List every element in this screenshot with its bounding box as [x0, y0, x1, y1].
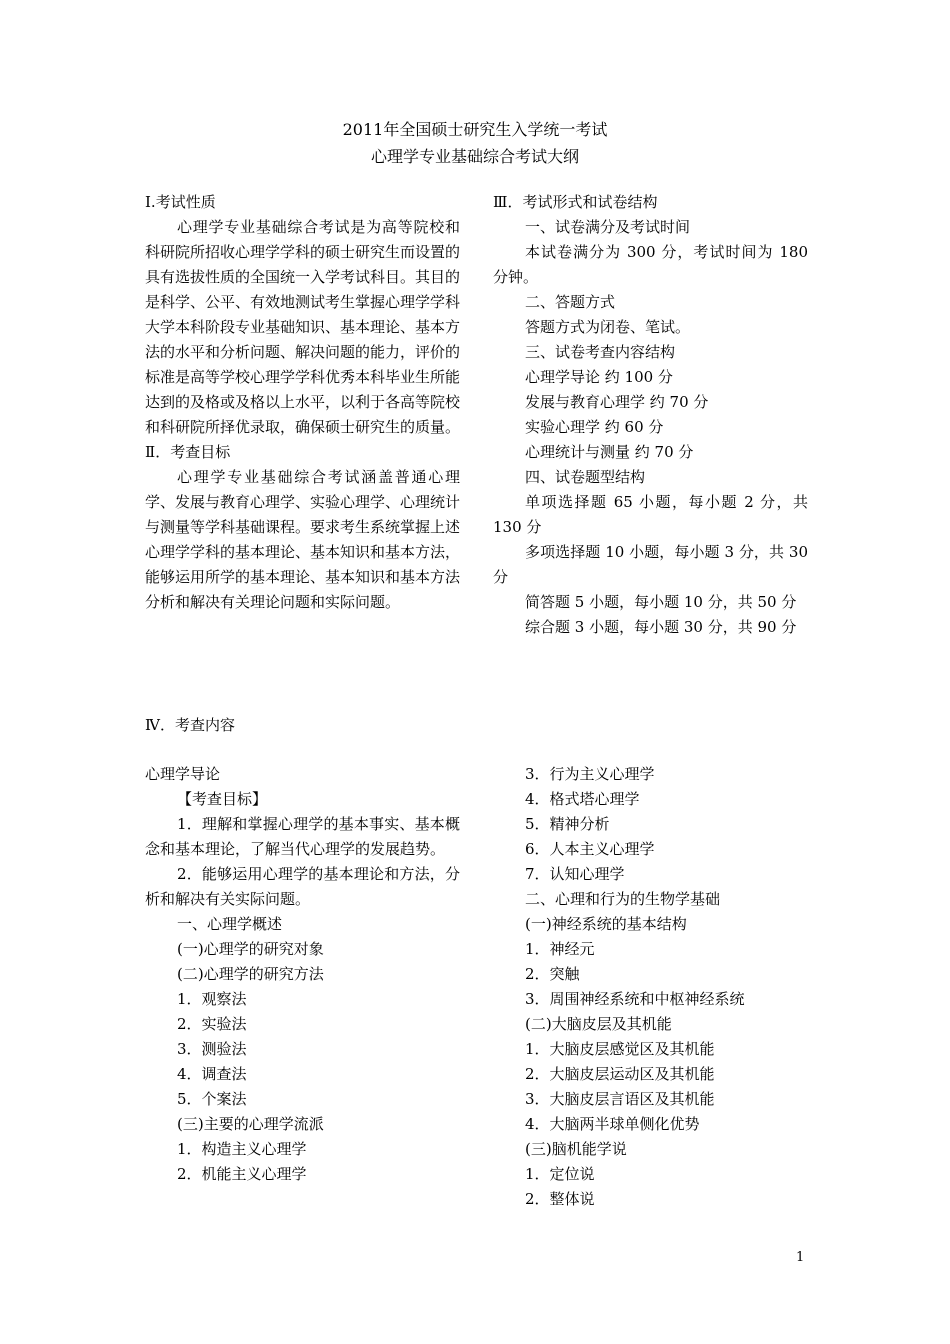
paragraph: Ⅱ．考查目标 [145, 443, 231, 461]
paragraph: 3．测验法 [177, 1040, 247, 1058]
paragraph: 四、试卷题型结构 [525, 468, 646, 486]
paragraph: 三、试卷考查内容结构 [525, 343, 676, 361]
paragraph: 3．大脑皮层言语区及其机能 [525, 1090, 715, 1108]
section-exam-nature-and-goals [145, 190, 460, 615]
paragraph: Ⅲ．考试形式和试卷结构 [493, 193, 658, 211]
paragraph: 二、答题方式 [525, 293, 616, 311]
document-subtitle: 心理学专业基础综合考试大纲 [370, 147, 579, 166]
paragraph: 1．观察法 [177, 990, 247, 1008]
paragraph: 实验心理学 约 60 分 [525, 418, 664, 436]
paragraph: (二)心理学的研究方法 [177, 965, 324, 983]
section-exam-format [493, 190, 808, 640]
paragraph: 多项选择题 10 小题，每小题 3 分，共 30 分 [493, 543, 808, 586]
paragraph: 一、心理学概述 [177, 915, 283, 933]
paragraph: 2．实验法 [177, 1015, 247, 1033]
paragraph: 心理学专业基础综合考试是为高等院校和科研院所招收心理学学科的硕士研究生而设置的具有选拔性质的全国统一入学考试科目。其目的是科学、公平、有效地测试考生掌握心理学学科大学本科阶段专业基础知识、基本理论、基本方法的水平和分析问题、解决问题的能力，评价的标准是高等学校心理学学科优秀本科毕业生所能达到的及格或及格以上水平，以利于各高等院校和科研院所择优录取，确保硕士研究生的质量。 [145, 218, 461, 436]
paragraph: 5．精神分析 [525, 815, 610, 833]
paragraph: 2．大脑皮层运动区及其机能 [525, 1065, 715, 1083]
paragraph: 本试卷满分为 300 分，考试时间为 180 分钟。 [493, 243, 808, 286]
paragraph: 答题方式为闭卷、笔试。 [525, 318, 691, 336]
paragraph: 一、试卷满分及考试时间 [525, 218, 691, 236]
paragraph: (一)心理学的研究对象 [177, 940, 324, 958]
section-heading-content: Ⅳ．考查内容 [145, 716, 235, 734]
paragraph: Ⅰ.考试性质 [145, 193, 216, 211]
section-intro-psychology-right [493, 762, 808, 1212]
paragraph: 【考查目标】 [177, 790, 268, 808]
paragraph: 心理学专业基础综合考试涵盖普通心理学、发展与教育心理学、实验心理学、心理统计与测量等学科基础课程。要求考生系统掌握上述心理学学科的基本理论、基本知识和基本方法，能够运用所学的基本理论、基本知识和基本方法分析和解决有关理论问题和实际问题。 [145, 468, 461, 611]
paragraph: 单项选择题 65 小题，每小题 2 分，共 130 分 [493, 493, 808, 536]
paragraph: 6．人本主义心理学 [525, 840, 655, 858]
paragraph: 二、心理和行为的生物学基础 [525, 890, 721, 908]
paragraph: 1．理解和掌握心理学的基本事实、基本概念和基本理论，了解当代心理学的发展趋势。 [145, 815, 460, 858]
paragraph: (三)主要的心理学流派 [177, 1115, 324, 1133]
paragraph: 5．个案法 [177, 1090, 247, 1108]
paragraph: 心理统计与测量 约 70 分 [525, 443, 694, 461]
paragraph: 4．大脑两半球单侧化优势 [525, 1115, 700, 1133]
paragraph: 1．定位说 [525, 1165, 595, 1183]
paragraph: 综合题 3 小题，每小题 30 分，共 90 分 [525, 618, 797, 636]
paragraph: 2．机能主义心理学 [177, 1165, 307, 1183]
paragraph: 发展与教育心理学 约 70 分 [525, 393, 709, 411]
paragraph: 1．大脑皮层感觉区及其机能 [525, 1040, 715, 1058]
paragraph: 2．能够运用心理学的基本理论和方法，分析和解决有关实际问题。 [145, 865, 460, 908]
paragraph: 1．神经元 [525, 940, 595, 958]
paragraph: 心理学导论 [145, 765, 221, 783]
paragraph: 4．调查法 [177, 1065, 247, 1083]
paragraph: 2．突触 [525, 965, 580, 983]
paragraph: 1．构造主义心理学 [177, 1140, 307, 1158]
paragraph: 简答题 5 小题，每小题 10 分，共 50 分 [525, 593, 797, 611]
paragraph: (一)神经系统的基本结构 [525, 915, 687, 933]
paragraph: 4．格式塔心理学 [525, 790, 640, 808]
document-title: 2011年全国硕士研究生入学统一考试 [342, 120, 608, 139]
paragraph: 心理学导论 约 100 分 [525, 368, 673, 386]
paragraph: (三)脑机能学说 [525, 1140, 627, 1158]
paragraph: 2．整体说 [525, 1190, 595, 1208]
paragraph: 7．认知心理学 [525, 865, 625, 883]
paragraph: 3．周围神经系统和中枢神经系统 [525, 990, 745, 1008]
page-number: 1 [796, 1250, 805, 1265]
section-intro-psychology-left [145, 762, 460, 1187]
paragraph: (二)大脑皮层及其机能 [525, 1015, 672, 1033]
paragraph: 3．行为主义心理学 [525, 765, 655, 783]
